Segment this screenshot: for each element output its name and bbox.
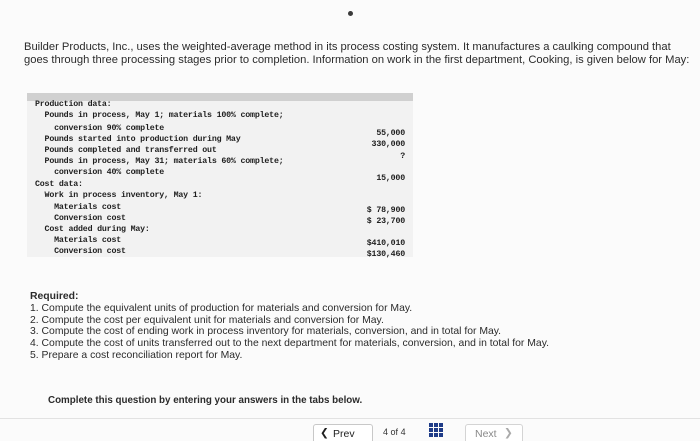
requirement-item: 1. Compute the equivalent units of production for materials and conversion for May. [30, 302, 413, 314]
instruction-text: Complete this question by entering your answers in the tabs below. [48, 395, 363, 406]
table-row-label: Conversion cost [35, 247, 126, 256]
prev-button[interactable] [313, 424, 373, 441]
chevron-left-icon: ❮ [320, 427, 329, 439]
page-total: 4 [400, 427, 406, 437]
requirement-item: 5. Prepare a cost reconciliation report for May. [30, 349, 243, 361]
table-row-value: 15,000 [376, 174, 405, 183]
problem-intro: Builder Products, Inc., uses the weighted-average method in its process costing system. It manufactures a caulking compound that goes through three processing stages prior to completion. Information on work in the first department, Cooking, is given below for May: [24, 41, 690, 66]
table-row-value: ? [400, 152, 405, 161]
table-row-label: conversion 90% complete [35, 124, 165, 133]
table-row-label: Materials cost [35, 236, 122, 245]
requirement-item: 3. Compute the cost of ending work in process inventory for materials, conversion, and in total for May. [30, 326, 502, 338]
table-row-label: Cost added during May: [35, 225, 150, 234]
table-row-label: Pounds completed and transferred out [35, 146, 217, 155]
grid-icon[interactable] [429, 423, 443, 437]
next-label: Next [475, 428, 497, 440]
next-button[interactable] [465, 424, 523, 441]
table-row-label: Pounds in process, May 31; materials 60% complete; [35, 157, 284, 166]
requirement-item: 4. Compute the cost of units transferred out to the next department for materials, conversion, and in total for May. [30, 338, 550, 350]
top-dot [348, 11, 353, 16]
table-row-label: Materials cost [35, 203, 122, 212]
table-row-label: Work in process inventory, May 1: [35, 191, 203, 200]
page-of: of [390, 427, 399, 437]
page-indicator [383, 427, 406, 437]
table-row-value: $130,460 [366, 250, 405, 259]
prev-label: Prev [333, 428, 355, 440]
requirements-title: Required: [30, 291, 79, 302]
table-row-label: Conversion cost [35, 214, 126, 223]
page-current: 4 [383, 427, 389, 437]
table-row-value: 55,000 [376, 129, 405, 138]
table-row-value: $ 23,700 [366, 217, 405, 226]
table-row-label: Pounds in process, May 1; materials 100% complete; [35, 111, 284, 120]
table-row-label: conversion 40% complete [35, 168, 165, 177]
requirement-item: 2. Compute the cost per equivalent unit for materials and conversion for May. [30, 314, 384, 326]
table-row-label: Pounds started into production during May [35, 135, 241, 144]
table-row-label: Production data: [35, 100, 112, 109]
requirements [30, 291, 549, 362]
chevron-right-icon: ❯ [504, 427, 513, 439]
table-row-label: Cost data: [35, 180, 83, 189]
table-row-value: $ 78,900 [366, 206, 405, 215]
table-row-value: $410,010 [366, 239, 405, 248]
table-row-value: 330,000 [371, 140, 405, 149]
